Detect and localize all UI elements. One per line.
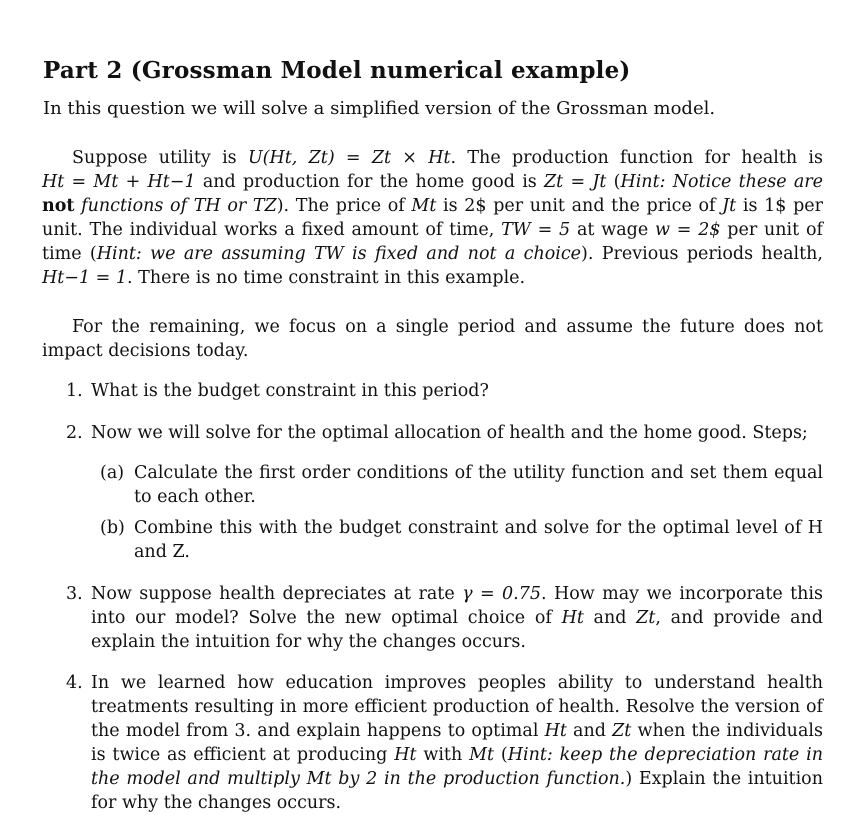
hint-one-text-b: functions of: [74, 196, 194, 216]
question-2a-text: Calculate the first order conditions of the utility function and set them equal to each other.: [134, 463, 823, 507]
home-input-symbol: Jt: [722, 196, 737, 216]
hint-two-text-a: Hint: we are assuming: [96, 244, 315, 264]
question-2b-label: (b): [100, 518, 125, 538]
question-1-number: 1.: [66, 381, 83, 401]
wage-formula: w = 2$: [655, 220, 721, 240]
model-setup-paragraph: [42, 146, 823, 290]
question-3-text-4: , and provide and explain the intuition for why the changes occurs.: [91, 608, 823, 652]
home-production-formula: Zt = Jt: [544, 172, 607, 192]
health-symbol: Ht: [544, 721, 567, 741]
intro-paragraph: In this question we will solve a simplified version of the Grossman model.: [43, 98, 716, 119]
hint-three-symbol: Mt: [306, 769, 332, 789]
setup-text-6: is 2$ per unit and the price of: [436, 196, 723, 216]
question-3-text-2: . How may we incorporate this into our model? Solve the new optimal choice of: [91, 584, 823, 628]
hint-one-text-a: Hint: Notice these are: [620, 172, 823, 192]
health-symbol: Ht: [561, 608, 584, 628]
question-2-text: Now we will solve for the optimal allocation of health and the home good. Steps;: [91, 423, 808, 443]
hint-two-text-b: is fixed and not a choice: [343, 244, 581, 264]
setup-text-9: per unit of time (: [42, 220, 823, 264]
hint-three-text-b: by 2 in the production function.: [331, 769, 626, 789]
question-4-text: [91, 671, 823, 815]
question-4-text-2: and: [566, 721, 613, 741]
hint-two: [97, 244, 581, 264]
question-3-text: [91, 582, 823, 654]
depreciation-formula: γ = 0.75: [462, 584, 541, 604]
setup-text-10: ). Previous periods health,: [581, 244, 823, 264]
hint-two-symbol: TW: [314, 244, 344, 264]
setup-text-7: is 1$ per unit. The individual works a fixed amount of time,: [42, 196, 823, 240]
question-2a-label: (a): [100, 463, 125, 483]
question-1: [66, 379, 823, 403]
health-symbol: Ht: [394, 745, 417, 765]
question-3-text-1: Now suppose health depreciates at rate: [91, 584, 463, 604]
question-4-text-5: (: [494, 745, 508, 765]
question-2b: [100, 516, 823, 564]
question-4-text-6: ) Explain the intuition for why the changes occurs.: [91, 769, 823, 813]
time-home-symbol: TZ: [252, 196, 277, 216]
question-1-text: What is the budget constraint in this period?: [91, 381, 489, 401]
section-title: Part 2 (Grossman Model numerical example): [43, 57, 631, 84]
question-2b-text: Combine this with the budget constraint and solve for the optimal level of H and Z.: [134, 518, 823, 562]
hint-three-text-a: Hint: keep the depreciation rate in the model and multiply: [91, 745, 823, 789]
home-good-symbol: Zt: [612, 721, 632, 741]
focus-paragraph: For the remaining, we focus on a single period and assume the future does not impact decisions today.: [42, 317, 823, 361]
question-3: [66, 582, 823, 654]
question-2-number: 2.: [66, 423, 83, 443]
question-3-number: 3.: [66, 584, 83, 604]
setup-text-2: . The production function for health is: [450, 148, 823, 168]
previous-health-formula: Ht−1 = 1: [42, 268, 128, 288]
setup-text-11: . There is no time constraint in this example.: [127, 268, 526, 288]
setup-text-5: ). The price of: [276, 196, 412, 216]
question-4-text-3: when the individuals is twice as efficient at producing: [91, 721, 823, 765]
work-time-formula: TW = 5: [501, 220, 571, 240]
medical-input-symbol: Mt: [469, 745, 495, 765]
question-3-text-3: and: [583, 608, 637, 628]
question-4-text-1: In we learned how education improves peoples ability to understand health treatments resulting in more efficient production of health. Resolve the version of the model from 3. and explain happens to optimal: [91, 673, 823, 741]
health-production-formula: Ht = Mt + Ht−1: [42, 172, 196, 192]
medical-input-symbol: Mt: [411, 196, 437, 216]
question-4: [66, 671, 823, 815]
hint-one-or: or: [220, 196, 253, 216]
question-2a: [100, 461, 823, 509]
hint-one-emphasis: not: [42, 196, 75, 216]
utility-formula: U(Ht, Zt) = Zt × Ht: [247, 148, 451, 168]
setup-text-1: Suppose utility is: [72, 148, 248, 168]
question-2: [66, 421, 823, 445]
setup-text-3: and production for the home good is: [195, 172, 545, 192]
home-good-symbol: Zt: [636, 608, 656, 628]
time-health-symbol: TH: [193, 196, 221, 216]
setup-text-8: at wage: [570, 220, 655, 240]
question-4-text-4: with: [416, 745, 470, 765]
question-4-number: 4.: [66, 673, 83, 693]
setup-text-4: (: [606, 172, 621, 192]
